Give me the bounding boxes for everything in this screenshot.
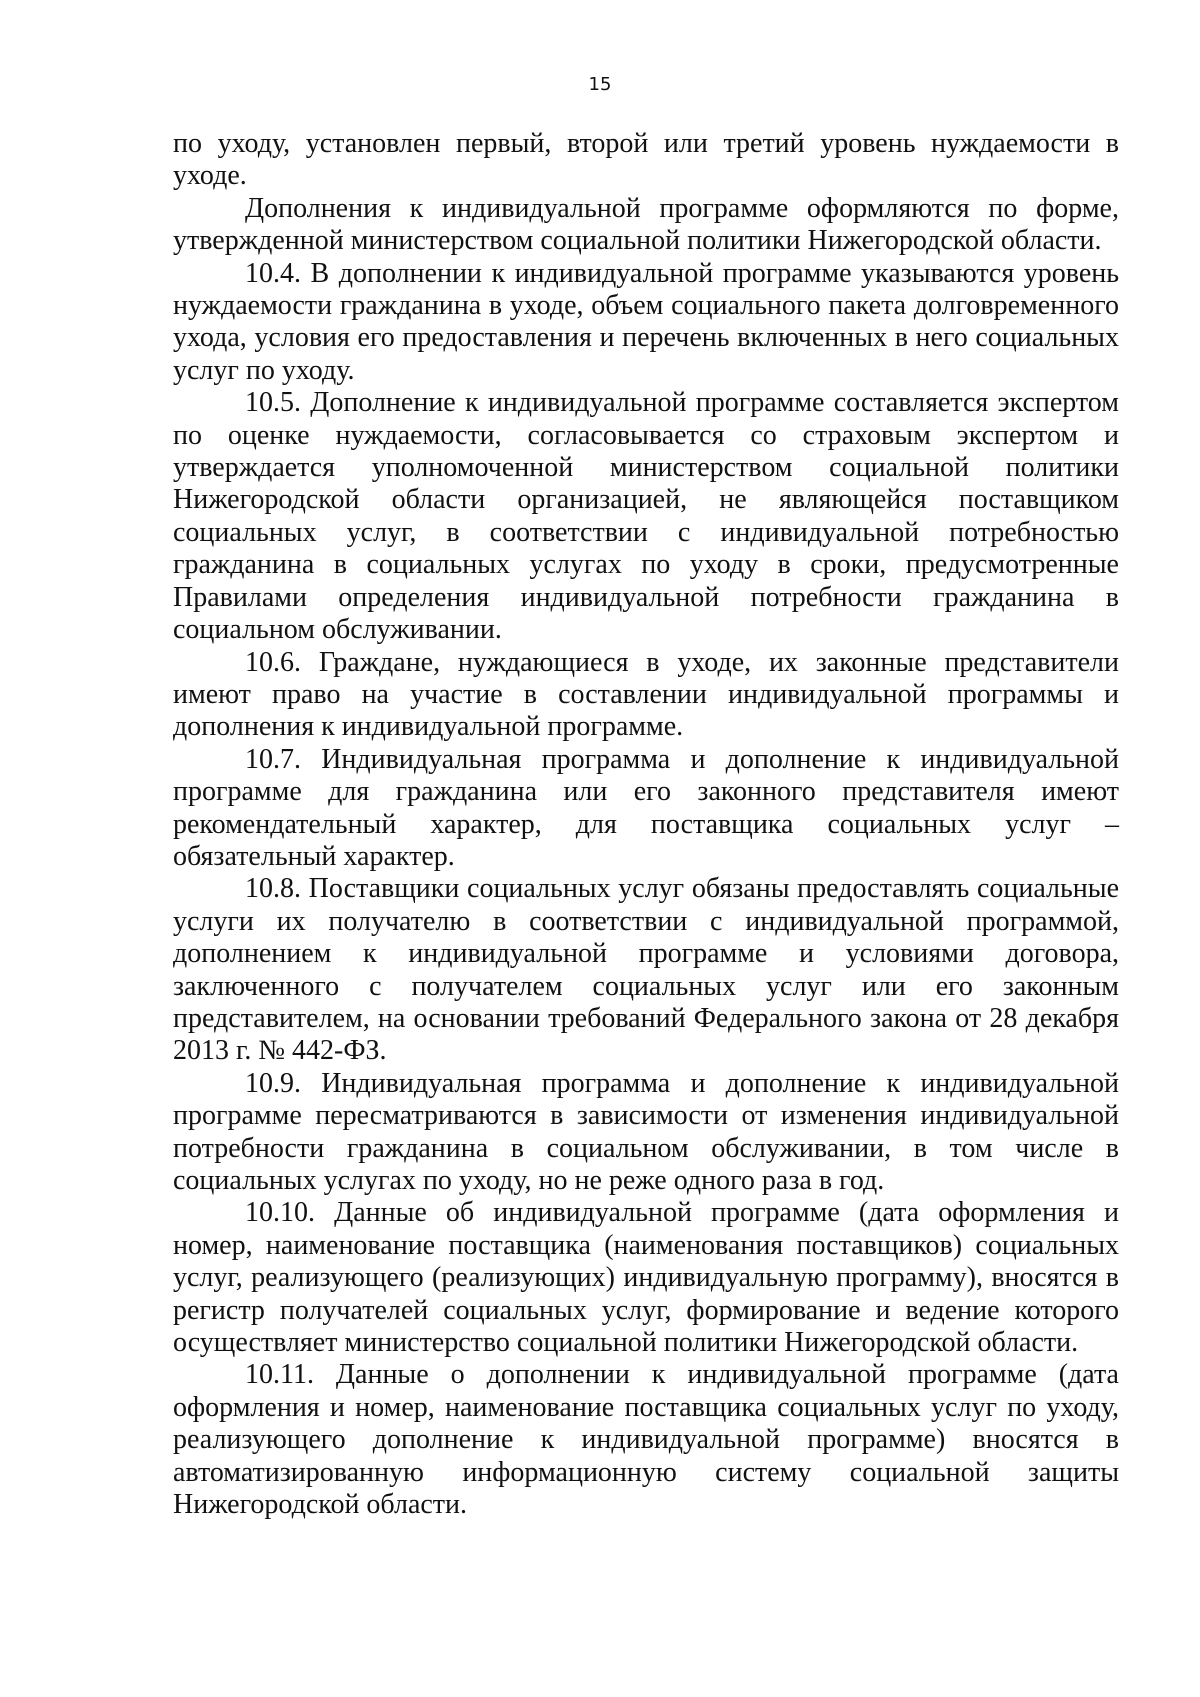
paragraph-10-11: 10.11. Данные о дополнении к индивидуальной программе (дата оформления и номер, наименование поставщика социальных услуг по уходу, реализующего дополнение к индивидуальной программе) вносятся в автоматизированную информационную систему социальной защиты Нижегородской области. bbox=[173, 1359, 1119, 1521]
paragraph-supplement-form: Дополнения к индивидуальной программе оформляются по форме, утвержденной министерством социальной политики Нижегородской области. bbox=[173, 192, 1119, 257]
paragraph-continuation: по уходу, установлен первый, второй или третий уровень нуждаемости в уходе. bbox=[173, 128, 1119, 192]
paragraph-10-4: 10.4. В дополнении к индивидуальной программе указываются уровень нуждаемости гражданина в уходе, объем социального пакета долговременного ухода, условия его предоставления и перечень включенных в него социальных услуг по уходу. bbox=[173, 257, 1119, 386]
paragraph-10-8: 10.8. Поставщики социальных услуг обязаны предоставлять социальные услуги их получателю в соответствии с индивидуальной программой, дополнением к индивидуальной программе и условиями договора, заключенного с получателем социальных услуг или его законным представителем, на основании требований Федерального закона от 28 декабря 2013 г. № 442-ФЗ. bbox=[173, 873, 1119, 1067]
paragraph-10-9: 10.9. Индивидуальная программа и дополнение к индивидуальной программе пересматриваются в зависимости от изменения индивидуальной потребности гражданина в социальном обслуживании, в том числе в социальных услугах по уходу, но не реже одного раза в год. bbox=[173, 1067, 1119, 1196]
paragraph-10-7: 10.7. Индивидуальная программа и дополнение к индивидуальной программе для гражданина или его законного представителя имеют рекомендательный характер, для поставщика социальных услуг – обязательный характер. bbox=[173, 743, 1119, 872]
paragraph-10-5: 10.5. Дополнение к индивидуальной программе составляется экспертом по оценке нуждаемости, согласовывается со страховым экспертом и утверждается уполномоченной министерством социальной политики Нижегородской области организацией, не являющейся поставщиком социальных услуг, в соответствии с индивидуальной потребностью гражданина в социальных услугах по уходу в сроки, предусмотренные Правилами определения индивидуальной потребности гражданина в социальном обслуживании. bbox=[173, 387, 1119, 646]
paragraph-10-10: 10.10. Данные об индивидуальной программе (дата оформления и номер, наименование поставщика (наименования поставщиков) социальных услуг, реализующего (реализующих) индивидуальную программу), вносятся в регистр получателей социальных услуг, формирование и ведение которого осуществляет министерство социальной политики Нижегородской области. bbox=[173, 1197, 1119, 1359]
paragraph-10-6: 10.6. Граждане, нуждающиеся в уходе, их законные представители имеют право на участие в составлении индивидуальной программы и дополнения к индивидуальной программе. bbox=[173, 646, 1119, 743]
page-number: 15 bbox=[588, 74, 612, 95]
document-body bbox=[173, 128, 1119, 1521]
